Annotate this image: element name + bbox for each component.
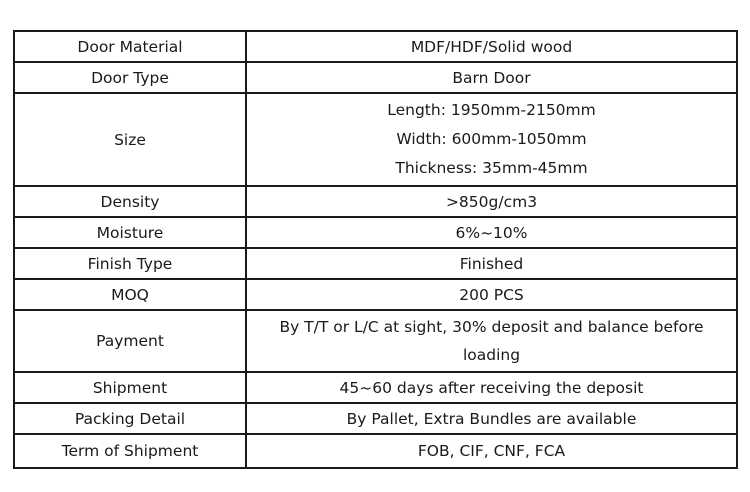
spec-value-door-material: MDF/HDF/Solid wood — [246, 31, 737, 62]
spec-value-moq: 200 PCS — [246, 279, 737, 310]
spec-label-shipment: Shipment — [14, 372, 246, 403]
spec-row-moq — [14, 279, 737, 310]
spec-row-shipment — [14, 372, 737, 403]
spec-label-moisture: Moisture — [14, 217, 246, 248]
product-spec-table — [13, 30, 738, 469]
spec-value-shipment: 45~60 days after receiving the deposit — [246, 372, 737, 403]
spec-label-door-type: Door Type — [14, 62, 246, 93]
spec-label-term-of-shipment: Term of Shipment — [14, 434, 246, 468]
size-width-line: Width: 600mm-1050mm — [396, 130, 587, 148]
spec-label-payment: Payment — [14, 310, 246, 372]
spec-label-packing-detail: Packing Detail — [14, 403, 246, 434]
spec-row-door-material — [14, 31, 737, 62]
spec-value-finish-type: Finished — [246, 248, 737, 279]
spec-value-moisture: 6%~10% — [246, 217, 737, 248]
spec-row-door-type — [14, 62, 737, 93]
spec-row-moisture — [14, 217, 737, 248]
spec-row-term-of-shipment — [14, 434, 737, 468]
spec-label-door-material: Door Material — [14, 31, 246, 62]
spec-label-moq: MOQ — [14, 279, 246, 310]
spec-value-door-type: Barn Door — [246, 62, 737, 93]
spec-row-finish-type — [14, 248, 737, 279]
spec-row-density — [14, 186, 737, 217]
spec-label-size: Size — [14, 93, 246, 186]
spec-value-term-of-shipment: FOB, CIF, CNF, FCA — [246, 434, 737, 468]
spec-value-packing-detail: By Pallet, Extra Bundles are available — [246, 403, 737, 434]
spec-row-payment — [14, 310, 737, 372]
spec-row-packing-detail — [14, 403, 737, 434]
spec-value-size — [246, 93, 737, 186]
size-thickness-line: Thickness: 35mm-45mm — [395, 159, 588, 177]
spec-value-payment: By T/T or L/C at sight, 30% deposit and balance before loading — [246, 310, 737, 372]
spec-value-density: >850g/cm3 — [246, 186, 737, 217]
spec-row-size — [14, 93, 737, 186]
size-length-line: Length: 1950mm-2150mm — [387, 101, 596, 119]
spec-label-finish-type: Finish Type — [14, 248, 246, 279]
spec-label-density: Density — [14, 186, 246, 217]
